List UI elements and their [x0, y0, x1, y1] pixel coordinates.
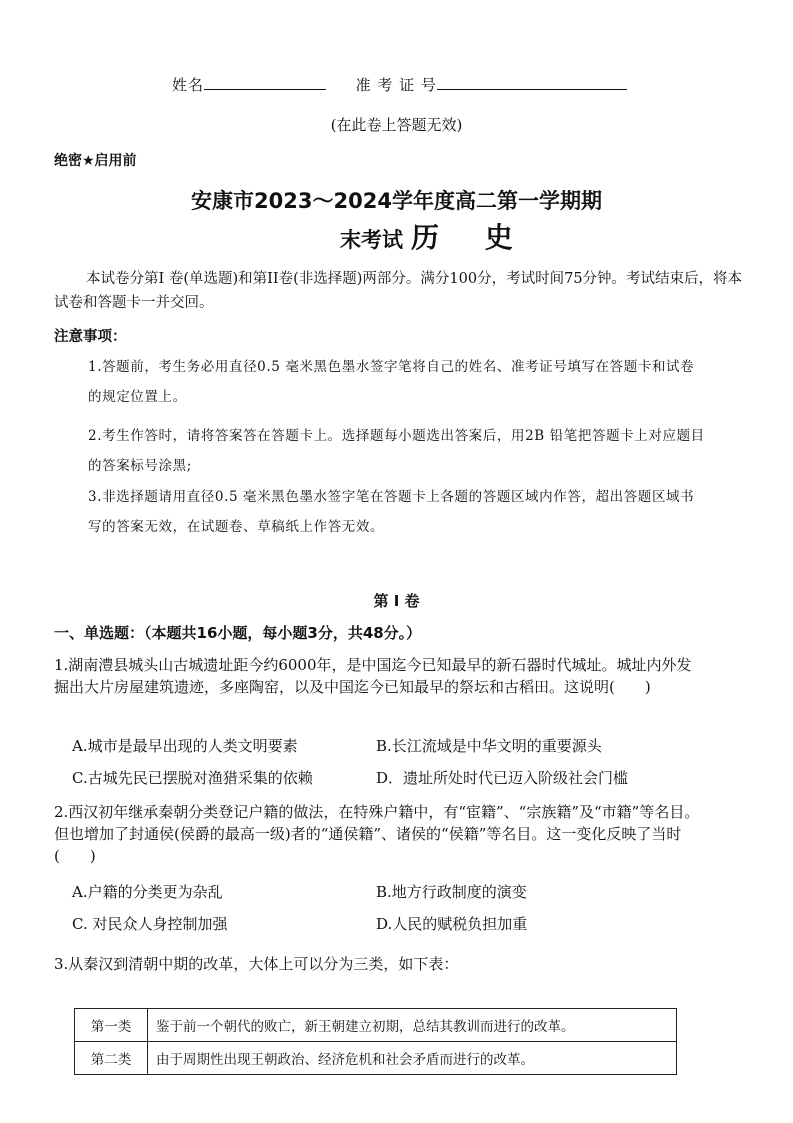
exam-title-suffix: 末考试	[340, 228, 403, 252]
exam-number-blank	[437, 75, 627, 90]
option-c: C. 对民众人身控制加强	[72, 915, 228, 933]
table-cell: 由于周期性出现王朝政治、经济危机和社会矛盾而进行的改革。	[148, 1042, 677, 1075]
name-label: 姓名	[172, 76, 205, 94]
option-d: D．遗址所处时代已迈入阶级社会门槛	[376, 769, 629, 787]
section-title: 一、单选题：（本题共16小题，每小题3分，共48分。）	[54, 624, 422, 642]
candidate-info-line	[172, 74, 627, 95]
table-row	[75, 1009, 677, 1042]
table-cell: 第二类	[75, 1042, 148, 1075]
question-stem: 3.从秦汉到清朝中期的改革，大体上可以分为三类，如下表：	[54, 955, 459, 973]
invalid-note: (在此卷上答题无效)	[330, 116, 463, 134]
option-b: B.长江流域是中华文明的重要源头	[376, 737, 602, 755]
reform-table	[74, 1008, 677, 1075]
question-stem: 1.湖南澧县城头山古城遗址距今约6000年，是中国迄今已知最早的新石器时代城址。城址内外发掘出大片房屋建筑遗迹，多座陶窑，以及中国迄今已知最早的祭坛和古稻田。这说明( )	[54, 656, 692, 696]
option-d: D.人民的赋税负担加重	[376, 915, 528, 933]
table-cell: 鉴于前一个朝代的败亡，新王朝建立初期，总结其教训而进行的改革。	[148, 1009, 677, 1042]
notice-item: 3.非选择题请用直径0.5 毫米黑色墨水签字笔在答题卡上各题的答题区域内作答，超出答题区域书写的答案无效，在试题卷、草稿纸上作答无效。	[88, 489, 695, 535]
option-b: B.地方行政制度的演变	[376, 883, 527, 901]
subject-title: 历 史	[411, 221, 531, 254]
part-title: 第 Ⅰ 卷	[373, 592, 420, 610]
exam-title: 安康市2023～2024学年度高二第一学期期	[191, 189, 602, 213]
table-row	[75, 1042, 677, 1075]
notice-heading: 注意事项：	[54, 329, 127, 345]
exam-number-label: 准 考 证 号	[355, 76, 437, 94]
option-a: A.城市是最早出现的人类文明要素	[72, 737, 298, 755]
intro-paragraph: 本试卷分第I 卷(单选题)和第II卷(非选择题)两部分。满分100分，考试时间75分钟。考试结束后，将本试卷和答题卡一并交回。	[54, 271, 743, 311]
notice-item: 2.考生作答时，请将答案答在答题卡上。选择题每小题选出答案后，用2B 铅笔把答题卡上对应题目的答案标号涂黑;	[88, 428, 705, 474]
confidential-mark: 绝密★启用前	[54, 153, 137, 169]
table-cell: 第一类	[75, 1009, 148, 1042]
notice-item: 1.答题前，考生务必用直径0.5 毫米黑色墨水签字笔将自己的姓名、准考证号填写在答题卡和试卷的规定位置上。	[88, 359, 695, 405]
name-blank	[204, 75, 326, 90]
exam-title-line2	[340, 216, 531, 256]
question-stem: 2.西汉初年继承秦朝分类登记户籍的做法，在特殊户籍中，有“宦籍”、“宗族籍”及“市籍”等名目。但也增加了封通侯(侯爵的最高一级)者的“通侯籍”、诸侯的“侯籍”等名目。这一变化反映了当时( )	[54, 803, 700, 865]
option-a: A.户籍的分类更为杂乱	[72, 883, 223, 901]
option-c: C.古城先民已摆脱对渔猎采集的依赖	[72, 769, 313, 787]
